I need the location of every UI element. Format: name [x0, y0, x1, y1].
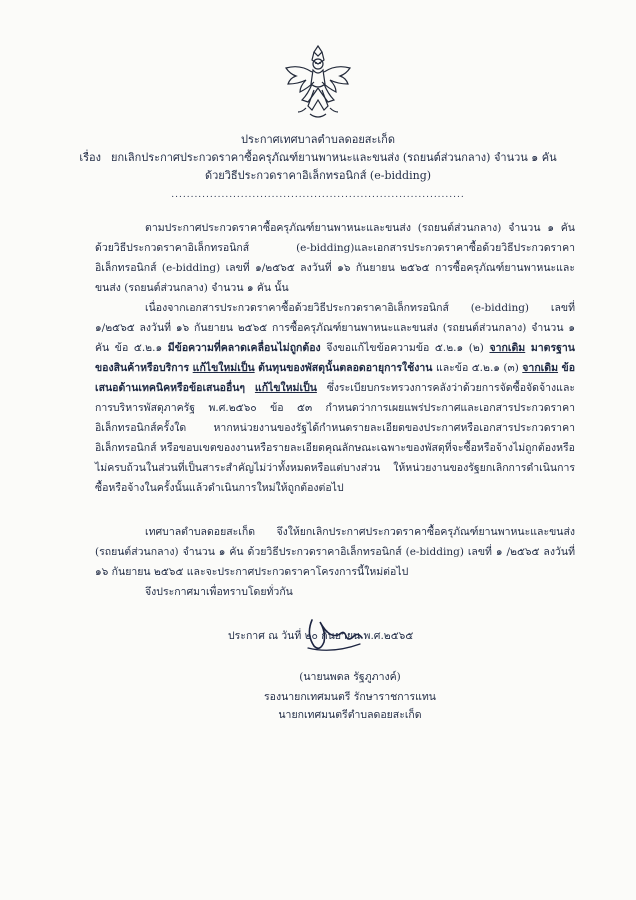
p2-from-original-1: จากเดิม [489, 342, 526, 354]
paragraph-1-text: ตามประกาศประกวดราคาซื้อครุภัณฑ์ยานพาหนะและขนส่ง (รถยนต์ส่วนกลาง) จำนวน ๑ คัน ด้วยวิธีประกวดราคาอิเล็กทรอนิกส์ (e-bidding)และเอกสารประกวดราคาซื้อด้วยวิธีประกวดราคาอิเล็กทรอนิกส์ (e-bidding) เลขที่ ๑/๒๕๖๕ ลงวันที่ ๑๖ กันยายน ๒๕๖๕ การซื้อครุภัณฑ์ยานพาหนะและขนส่ง (รถยนต์ส่วนกลาง) จำนวน ๑ คัน นั้น [95, 222, 575, 294]
p2-part4: ซึ่งระเบียบกระทรวงการคลังว่าด้วยการจัดซื้อจัดจ้างและการบริหารพัสดุภาครัฐ พ.ศ.๒๕๖๐ ข้อ ๕๓ กำหนดว่าการเผยแพร่ประกาศและเอกสารประกวดราคาอิเล็กทรอนิกส์ครั้งใด หากหน่วยงานของรัฐได้กำหนดรายละเอียดของประกาศหรือเอกสารประกวดราคาอิเล็กทรอนิกส์ หรือขอบเขตของงานหรือรายละเอียดคุณลักษณะเฉพาะของพัสดุที่จะซื้อหรือจ้างไม่ถูกต้องหรือไม่ครบถ้วนในส่วนที่เป็นสาระสำคัญไม่ว่าทั้งหมดหรือแต่บางส่วน ให้หน่วยงานของรัฐยกเลิกการดำเนินการซื้อหรือจ้างในครั้งนั้นแล้วดำเนินการใหม่ให้ถูกต้องต่อไป [95, 382, 576, 494]
announcement-title: ประกาศเทศบาลตำบลดอยสะเก็ด [241, 133, 395, 146]
subject-line [0, 149, 636, 166]
announcement-date: ประกาศ ณ วันที่ ๒๐ กันยายน พ.ศ.๒๕๖๕ [228, 630, 414, 642]
p2-original-text-1: มาตรฐานของสินค้าหรือบริการ [95, 342, 575, 374]
p2-revised-text-1: ต้นทุนของพัสดุนั้นตลอดอายุการใช้งาน [258, 362, 433, 374]
subject-text-line2: ด้วยวิธีประกวดราคาอิเล็กทรอนิกส์ (e-bidding) [204, 169, 432, 182]
p2-original-text-2: ข้อเสนอด้านเทคนิคหรือข้อเสนออื่นๆ [95, 362, 575, 394]
signer-position-1: รองนายกเทศมนตรี รักษาราชการแทน [264, 691, 436, 703]
p2-part2: จึงขอแก้ไขข้อความข้อ ๕.๒.๑ (๒) [326, 342, 484, 354]
paragraph-3-text: เทศบาลตำบลดอยสะเก็ด จึงให้ยกเลิกประกาศประกวดราคาซื้อครุภัณฑ์ยานพาหนะและขนส่ง (รถยนต์ส่วนกลาง) จำนวน ๑ คัน ด้วยวิธีประกวดราคาอิเล็กทรอนิกส์ (e-bidding) เลขที่ ๑ /๒๕๖๕ ลงวันที่ ๑๖ กันยายน ๒๕๖๕ และจะประกาศประกวดราคาโครงการนี้ใหม่ต่อไป [95, 526, 575, 578]
garuda-emblem-icon [276, 40, 360, 124]
paragraph-4 [95, 582, 575, 602]
paragraph-2 [95, 298, 575, 498]
p2-revised-as-2: แก้ไขใหม่เป็น [254, 382, 317, 394]
signer-position-2: นายกเทศมนตรีตำบลดอยสะเก็ด [278, 709, 422, 721]
signer-name: (นายนพดล รัฐภูภางค์) [299, 671, 401, 683]
subject-text-line1: ยกเลิกประกาศประกวดราคาซื้อครุภัณฑ์ยานพาหนะและขนส่ง (รถยนต์ส่วนกลาง) จำนวน ๑ คัน [111, 151, 557, 164]
p2-part3: และข้อ ๕.๒.๑ (๓) [435, 362, 519, 374]
paragraph-3 [95, 522, 575, 582]
p2-revised-as-1: แก้ไขใหม่เป็น [192, 362, 255, 374]
p2-part1: เนื่องจากเอกสารประกวดราคาซื้อด้วยวิธีประกวดราคาอิเล็กทรอนิกส์ (e-bidding) เลขที่ ๑/๒๕๖๕ ลงวันที่ ๑๖ กันยายน ๒๕๖๕ การซื้อครุภัณฑ์ยานพาหนะและขนส่ง (รถยนต์ส่วนกลาง) จำนวน ๑ คัน ข้อ ๕.๒.๑ [95, 302, 575, 354]
paragraph-2-text [95, 298, 575, 498]
p2-bold-incorrect: มีข้อความที่คลาดเคลื่อนไม่ถูกต้อง [167, 342, 321, 354]
paragraph-4-text: จึงประกาศมาเพื่อทราบโดยทั่วกัน [145, 586, 293, 598]
paragraph-1 [95, 218, 575, 298]
handwritten-signature [300, 612, 370, 654]
subject-label: เรื่อง [79, 151, 102, 164]
p2-from-original-2: จากเดิม [522, 362, 559, 374]
dotted-divider: ............................................................................ [171, 190, 465, 200]
